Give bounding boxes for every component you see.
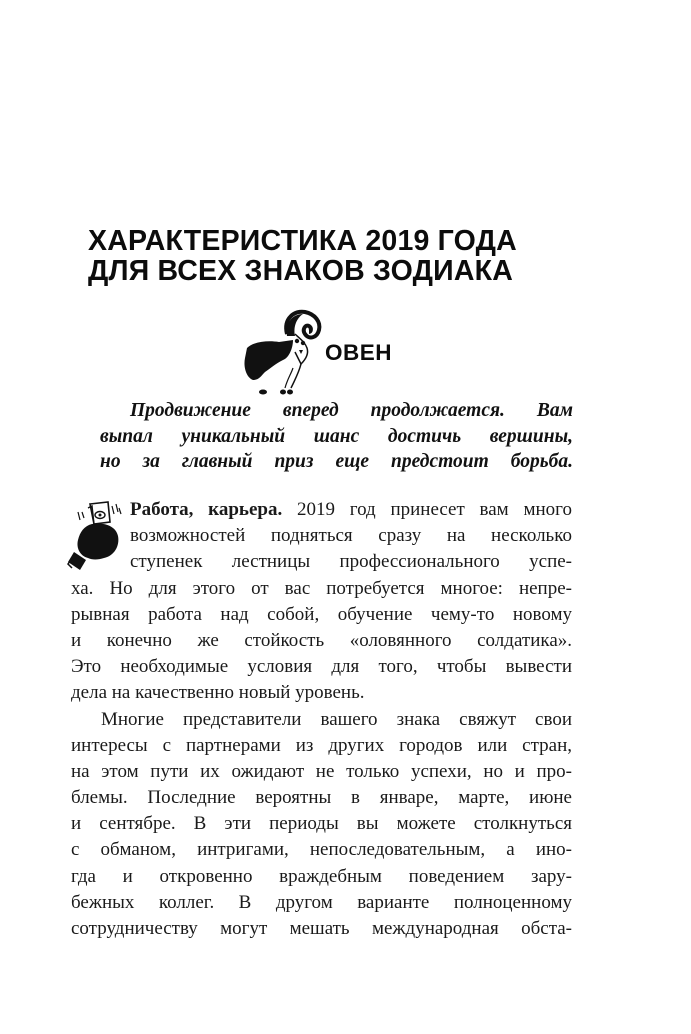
body-line: блемы. Последние вероятны в январе, марте, июне — [71, 787, 572, 809]
body-line: бежных коллег. В другом варианте полноценному — [71, 891, 572, 913]
body-line: интересы с партнерами из других городов или стран, — [71, 734, 572, 756]
body-line: с обманом, интригами, непоследовательным, а ино- — [71, 839, 572, 861]
body-line — [130, 497, 572, 523]
ram-icon — [243, 308, 323, 396]
body-line: гда и откровенно враждебным поведением зару- — [71, 865, 572, 887]
body-line: и конечно же стойкость «оловянного солдатика». — [71, 629, 572, 651]
sign-summary — [100, 398, 573, 475]
body-line: возможностей подняться сразу на несколько — [130, 525, 572, 547]
section-rubric: Работа, карьера. — [130, 499, 283, 520]
chapter-title — [88, 226, 558, 286]
body-line: сотрудничеству могут мешать международная обста- — [71, 918, 572, 939]
body-line: и сентябре. В эти периоды вы можете столкнуться — [71, 813, 572, 835]
chapter-title-line-2: ДЛЯ ВСЕХ ЗНАКОВ ЗОДИАКА — [88, 255, 514, 287]
article-body — [71, 497, 572, 942]
body-line: ступенек лестницы профессионального успе- — [130, 551, 572, 573]
body-line: дела на качественно новый уровень. — [71, 682, 365, 704]
body-line: ха. Но для этого от вас потребуется многое: непре- — [71, 577, 572, 599]
body-line: Это необходимые условия для того, чтобы вывести — [71, 656, 572, 678]
body-line: рывная работа над собой, обучение чему-то новому — [71, 603, 572, 625]
body-text: 2019 год принесет вам много — [282, 499, 572, 520]
body-line: Многие представители вашего знака свяжут свои — [101, 708, 572, 730]
sign-name: ОВЕН — [325, 340, 393, 365]
summary-line: выпал уникальный шанс достичь вершины, — [100, 425, 573, 447]
chapter-title-line-1: ХАРАКТЕРИСТИКА 2019 ГОДА — [88, 225, 517, 257]
body-line: на этом пути их ожидают не только успехи, но и про- — [71, 760, 572, 782]
summary-line: Продвижение вперед продолжается. Вам — [130, 400, 573, 421]
summary-line: но за главный приз еще предстоит борьба. — [100, 451, 573, 472]
